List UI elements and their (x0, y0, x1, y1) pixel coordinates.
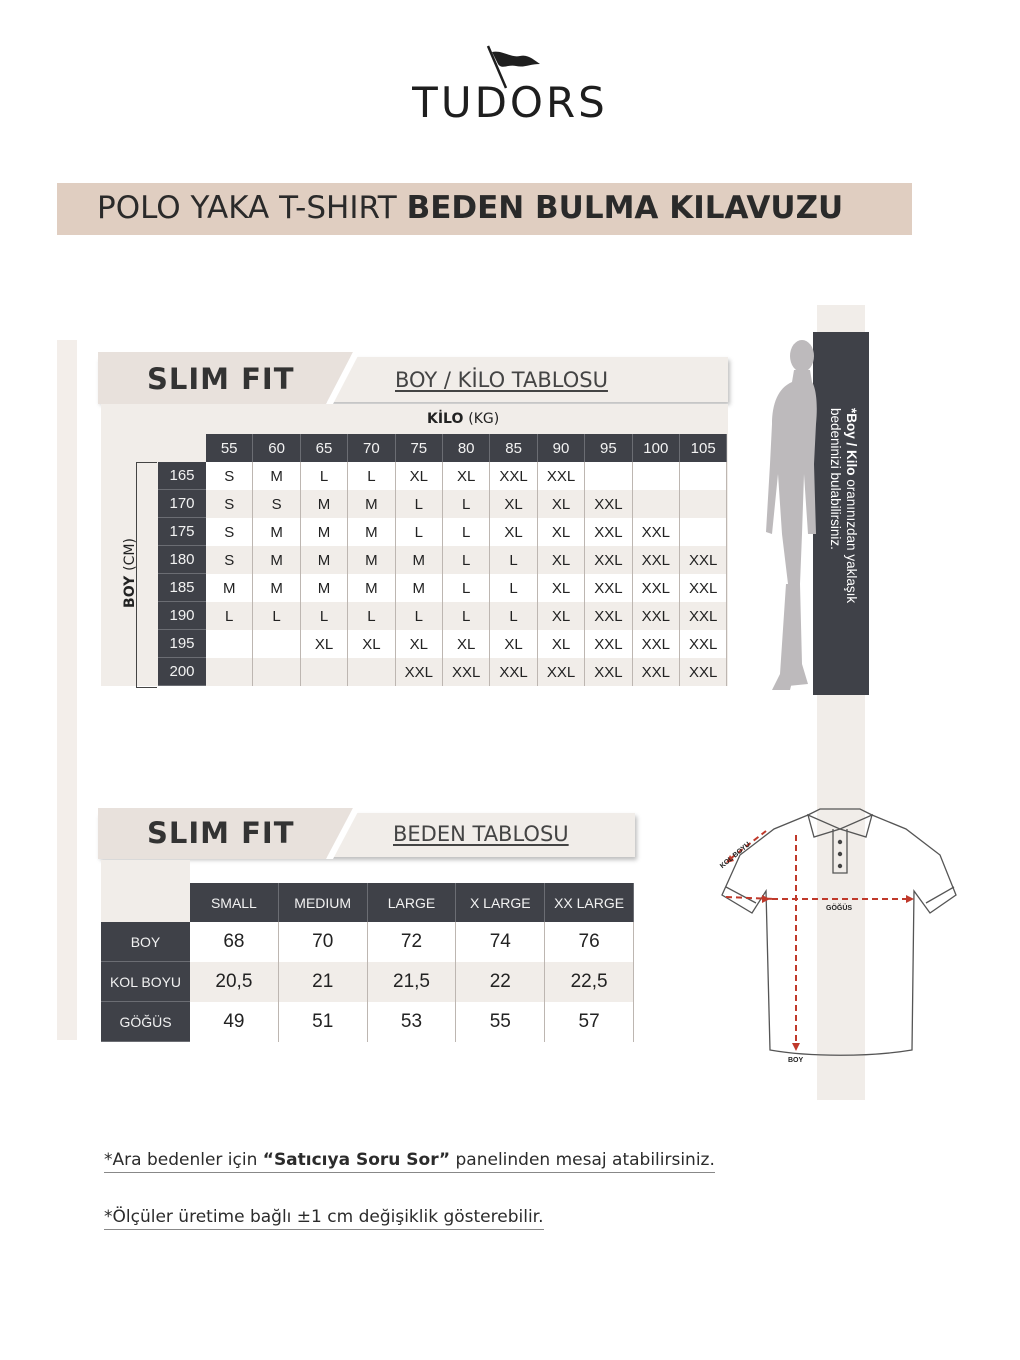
ask-seller-text: “Satıcıya Soru Sor” (262, 1150, 451, 1170)
size-table-corner (101, 860, 190, 922)
size-cell: M (301, 518, 348, 546)
size-cell: M (348, 518, 395, 546)
size-cell: XL (538, 490, 585, 518)
section2-subtitle: BEDEN TABLOSU (393, 822, 569, 846)
size-cell (585, 462, 632, 490)
note-intermediate-sizes: *Ara bedenler için “Satıcıya Soru Sor” panelinden mesaj atabilirsiniz. (104, 1150, 715, 1173)
section1-title: SLIM FIT (147, 362, 295, 396)
size-cell: XL (301, 630, 348, 658)
measure-value-cell: 55 (456, 1002, 545, 1042)
side-note-text (827, 408, 859, 603)
weight-header-cell: 60 (253, 434, 300, 462)
size-cell: XXL (538, 658, 585, 686)
size-cell: L (443, 518, 490, 546)
size-cell: S (253, 490, 300, 518)
size-cell: XXL (680, 602, 727, 630)
size-cell: M (253, 518, 300, 546)
size-cell: XL (396, 630, 443, 658)
measure-value-cell: 53 (368, 1002, 457, 1042)
size-cell (633, 490, 680, 518)
measure-value-cell: 21,5 (368, 962, 457, 1002)
size-cell (253, 630, 300, 658)
size-cell: L (396, 602, 443, 630)
size-cell: XXL (633, 574, 680, 602)
left-decor-strip (57, 340, 77, 1040)
size-cell: XXL (680, 658, 727, 686)
size-cell: M (206, 574, 253, 602)
size-cell: XL (396, 462, 443, 490)
size-cell: XXL (633, 658, 680, 686)
size-cell: XL (538, 546, 585, 574)
size-cell: XXL (585, 518, 632, 546)
size-cell: L (301, 462, 348, 490)
weight-axis-label: KİLO (KG) (427, 411, 500, 427)
measure-value-cell: 68 (190, 922, 279, 962)
measure-value-cell: 74 (456, 922, 545, 962)
size-cell (680, 518, 727, 546)
size-cell: XL (443, 630, 490, 658)
size-cell: M (348, 546, 395, 574)
size-cell (206, 658, 253, 686)
size-cell: M (301, 490, 348, 518)
page-title (97, 190, 843, 226)
size-cell: M (301, 546, 348, 574)
height-header-cell: 195 (158, 630, 206, 658)
size-column-header: XX LARGE (545, 883, 634, 922)
measure-value-cell: 76 (545, 922, 634, 962)
size-cell: L (443, 546, 490, 574)
side-note-bold: *Boy / Kilo (844, 408, 859, 476)
size-cell: L (396, 490, 443, 518)
height-header-cell: 165 (158, 462, 206, 490)
size-cell: L (301, 602, 348, 630)
title-light: POLO YAKA T-SHIRT (97, 190, 407, 226)
human-silhouette-icon (758, 334, 818, 696)
size-cell (680, 462, 727, 490)
brand-logo: TUDORS (412, 78, 608, 127)
height-axis-bracket (136, 462, 157, 688)
polo-shirt-diagram (700, 795, 970, 1085)
size-cell (253, 658, 300, 686)
size-cell: L (348, 462, 395, 490)
weight-header-cell: 55 (206, 434, 253, 462)
section1-subtitle: BOY / KİLO TABLOSU (395, 368, 608, 392)
height-header-cell: 185 (158, 574, 206, 602)
size-cell: L (206, 602, 253, 630)
size-cell: M (348, 490, 395, 518)
size-cell (633, 462, 680, 490)
size-cell: XXL (633, 518, 680, 546)
size-cell: XXL (680, 574, 727, 602)
size-cell: XL (538, 518, 585, 546)
size-cell: XL (348, 630, 395, 658)
size-cell: M (301, 574, 348, 602)
size-cell: XXL (680, 546, 727, 574)
size-column-header: X LARGE (456, 883, 545, 922)
weight-header-cell: 100 (633, 434, 680, 462)
size-cell: XXL (633, 630, 680, 658)
size-cell: XXL (633, 602, 680, 630)
size-cell: L (348, 602, 395, 630)
measure-value-cell: 22,5 (545, 962, 634, 1002)
measure-value-cell: 51 (279, 1002, 368, 1042)
size-cell: M (253, 546, 300, 574)
size-cell: S (206, 546, 253, 574)
height-axis-label: BOY (CM) (122, 538, 138, 608)
size-cell: S (206, 490, 253, 518)
height-header-cell: 180 (158, 546, 206, 574)
size-cell: M (348, 574, 395, 602)
size-cell: XL (538, 602, 585, 630)
size-cell: L (443, 490, 490, 518)
size-cell (680, 490, 727, 518)
size-cell: XXL (490, 658, 537, 686)
size-cell: XXL (585, 574, 632, 602)
size-cell: L (490, 546, 537, 574)
size-cell: XXL (680, 630, 727, 658)
size-cell (348, 658, 395, 686)
height-header-cell: 200 (158, 658, 206, 686)
measure-value-cell: 72 (368, 922, 457, 962)
size-cell: XL (490, 490, 537, 518)
section2-title: SLIM FIT (147, 816, 295, 850)
size-cell: XXL (443, 658, 490, 686)
measure-row-header: KOL BOYU (101, 962, 190, 1002)
size-cell: M (253, 574, 300, 602)
size-cell: M (396, 574, 443, 602)
size-cell: XXL (585, 602, 632, 630)
side-note-line1: oranınızdan yaklaşık (844, 475, 859, 604)
weight-header-cell: 85 (490, 434, 537, 462)
weight-header-cell: 90 (538, 434, 585, 462)
weight-header-cell: 95 (585, 434, 632, 462)
size-cell: XXL (585, 546, 632, 574)
side-note-line2: bedeninizi bulabilirsiniz. (828, 408, 843, 550)
size-cell: L (443, 574, 490, 602)
size-cell (206, 630, 253, 658)
measure-value-cell: 22 (456, 962, 545, 1002)
size-cell: XL (538, 574, 585, 602)
measure-value-cell: 49 (190, 1002, 279, 1042)
size-cell: L (443, 602, 490, 630)
height-header-cell: 190 (158, 602, 206, 630)
size-cell: XXL (585, 490, 632, 518)
size-cell: XXL (585, 630, 632, 658)
weight-header-cell: 75 (396, 434, 443, 462)
measure-value-cell: 70 (279, 922, 368, 962)
size-cell: L (396, 518, 443, 546)
measure-value-cell: 57 (545, 1002, 634, 1042)
height-header-cell: 175 (158, 518, 206, 546)
size-cell: XXL (633, 546, 680, 574)
measure-row-header: GÖĞÜS (101, 1002, 190, 1042)
size-cell: XXL (396, 658, 443, 686)
weight-header-cell: 80 (443, 434, 490, 462)
size-column-header: SMALL (190, 883, 279, 922)
title-bold: BEDEN BULMA KILAVUZU (406, 190, 844, 226)
size-cell: L (490, 602, 537, 630)
measure-value-cell: 20,5 (190, 962, 279, 1002)
size-cell: XXL (490, 462, 537, 490)
measure-value-cell: 21 (279, 962, 368, 1002)
size-cell: L (253, 602, 300, 630)
note-tolerance: *Ölçüler üretime bağlı ±1 cm değişiklik gösterebilir. (104, 1207, 544, 1230)
size-cell: XXL (538, 462, 585, 490)
size-cell: XL (490, 518, 537, 546)
size-cell: XL (443, 462, 490, 490)
size-cell: XXL (585, 658, 632, 686)
height-header-cell: 170 (158, 490, 206, 518)
length-label: BOY (788, 1057, 804, 1064)
measure-row-header: BOY (101, 922, 190, 962)
size-column-header: MEDIUM (279, 883, 368, 922)
weight-header-cell: 70 (348, 434, 395, 462)
weight-header-cell: 105 (680, 434, 727, 462)
size-cell: M (396, 546, 443, 574)
size-cell: XL (490, 630, 537, 658)
sleeve-label: KOL BOYU (719, 840, 752, 871)
size-cell: M (253, 462, 300, 490)
size-column-header: LARGE (368, 883, 457, 922)
size-cell (301, 658, 348, 686)
chest-label: GÖĞÜS (826, 905, 853, 912)
weight-header-cell: 65 (301, 434, 348, 462)
size-cell: S (206, 462, 253, 490)
size-cell: S (206, 518, 253, 546)
size-cell: XL (538, 630, 585, 658)
size-cell: L (490, 574, 537, 602)
